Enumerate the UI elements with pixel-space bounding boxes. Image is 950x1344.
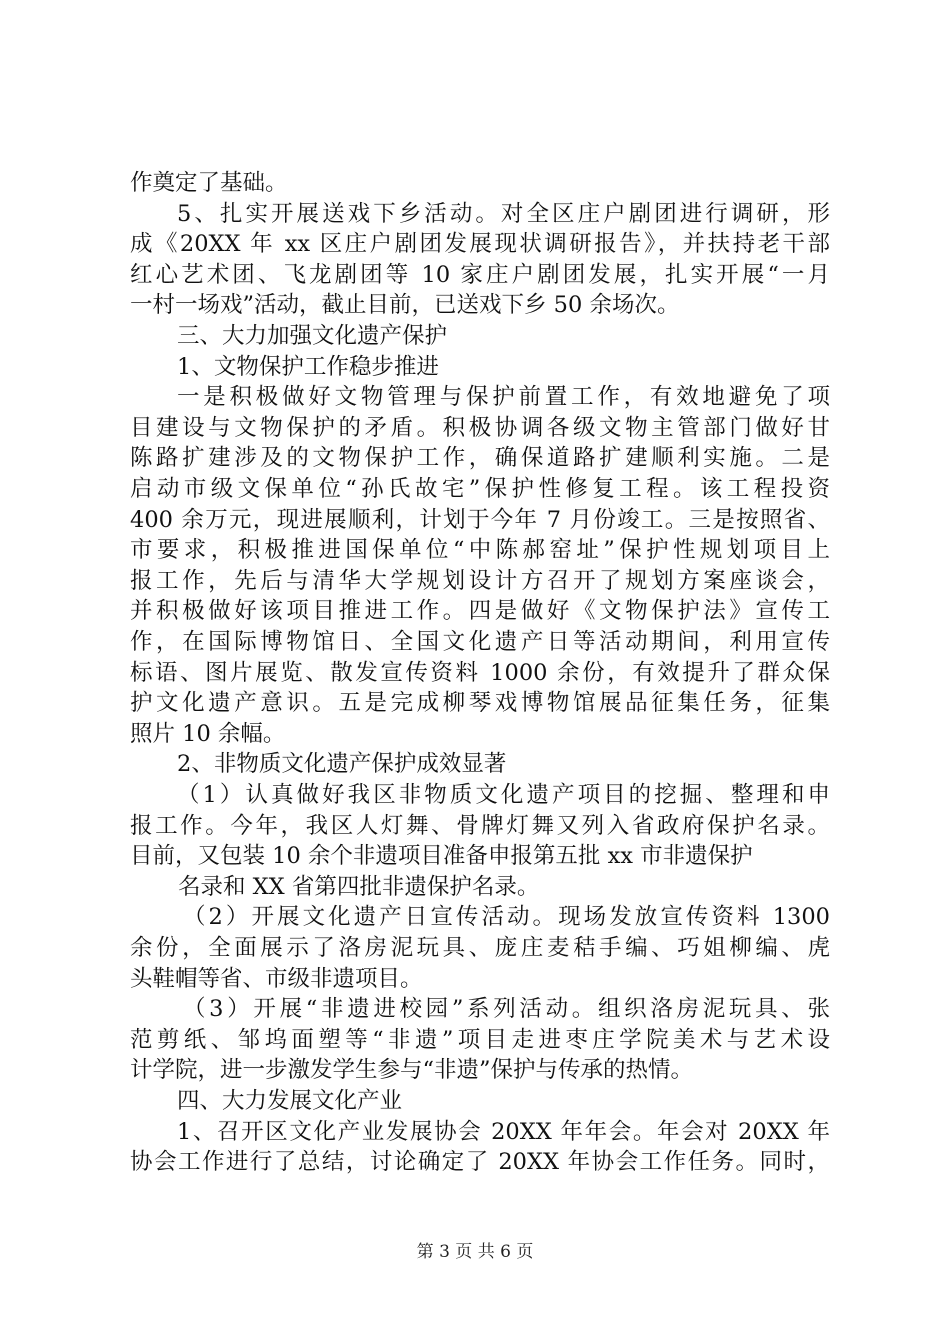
section-heading: 四、大力发展文化产业: [177, 1088, 403, 1114]
body-text-line: 名录和 XX 省第四批非遗保护名录。: [178, 873, 540, 900]
body-text-line: 报工作。今年，我区人灯舞、骨牌灯舞又列入省政府保护名录。: [130, 812, 830, 839]
body-text-line: 陈路扩建涉及的文物保护工作，确保道路扩建顺利实施。二是: [130, 445, 830, 472]
body-text-line: 护文化遗产意识。五是完成柳琴戏博物馆展品征集任务，征集: [130, 690, 830, 717]
body-text-line: 1、召开区文化产业发展协会 20XX 年年会。年会对 20XX 年: [177, 1118, 830, 1145]
body-text-line: （2）开展文化遗产日宣传活动。现场发放宣传资料 1300: [183, 904, 830, 931]
body-text-line: 启动市级文保单位“孙氏故宅”保护性修复工程。该工程投资: [130, 476, 830, 502]
body-text-line: 5、扎实开展送戏下乡活动。对全区庄户剧团进行调研，形: [177, 200, 830, 227]
body-text-line: 市要求，积极推进国保单位“中陈郝窑址”保护性规划项目上: [130, 537, 830, 564]
body-text-line: 余份，全面展示了洛房泥玩具、庞庄麦秸手编、巧姐柳编、虎: [130, 935, 830, 961]
body-text-line: 一是积极做好文物管理与保护前置工作，有效地避免了项: [177, 384, 830, 411]
body-text-line: 400 余万元，现进展顺利，计划于今年 7 月份竣工。三是按照省、: [130, 506, 830, 533]
page-number-footer: 第 3 页 共 6 页: [416, 1242, 534, 1262]
body-text-line: 作，在国际博物馆日、全国文化遗产日等活动期间，利用宣传: [130, 629, 830, 655]
body-text-line: （3）开展“非遗进校园”系列活动。组织洛房泥玩具、张: [183, 996, 830, 1023]
body-text-line: 标语、图片展览、散发宣传资料 1000 余份，有效提升了群众保: [130, 659, 830, 686]
body-text-line: 红心艺术团、飞龙剧团等 10 家庄户剧团发展，扎实开展“一月: [130, 261, 830, 288]
body-text-line: 范剪纸、邹坞面塑等“非遗”项目走进枣庄学院美术与艺术设: [130, 1026, 830, 1053]
section-heading: 三、大力加强文化遗产保护: [177, 323, 448, 349]
body-text-line: 计学院，进一步激发学生参与“非遗”保护与传承的热情。: [130, 1057, 694, 1084]
subsection-heading: 2、非物质文化遗产保护成效显著: [177, 751, 507, 778]
body-text-line: 目前，又包装 10 余个非遗项目准备申报第五批 xx 市非遗保护: [130, 843, 753, 870]
body-text-line: 协会工作进行了总结，讨论确定了 20XX 年协会工作任务。同时，: [130, 1149, 830, 1176]
body-text-line: 一村一场戏”活动，截止目前，已送戏下乡 50 余场次。: [130, 292, 680, 319]
body-text-line: 报工作，先后与清华大学规划设计方召开了规划方案座谈会，: [130, 567, 830, 594]
body-text-line: 目建设与文物保护的矛盾。积极协调各级文物主管部门做好甘: [130, 414, 830, 441]
body-text-line: 并积极做好该项目推进工作。四是做好《文物保护法》宣传工: [130, 598, 830, 625]
subsection-heading: 1、文物保护工作稳步推进: [177, 353, 439, 380]
body-text-line: 头鞋帽等省、市级非遗项目。: [130, 965, 423, 992]
body-text-line: 照片 10 余幅。: [130, 720, 286, 747]
body-text-line: 作奠定了基础。: [130, 170, 288, 196]
body-text-line: （1）认真做好我区非物质文化遗产项目的挖掘、整理和申: [177, 782, 830, 808]
body-text-line: 成《20XX 年 xx 区庄户剧团发展现状调研报告》，并扶持老干部: [130, 231, 830, 258]
